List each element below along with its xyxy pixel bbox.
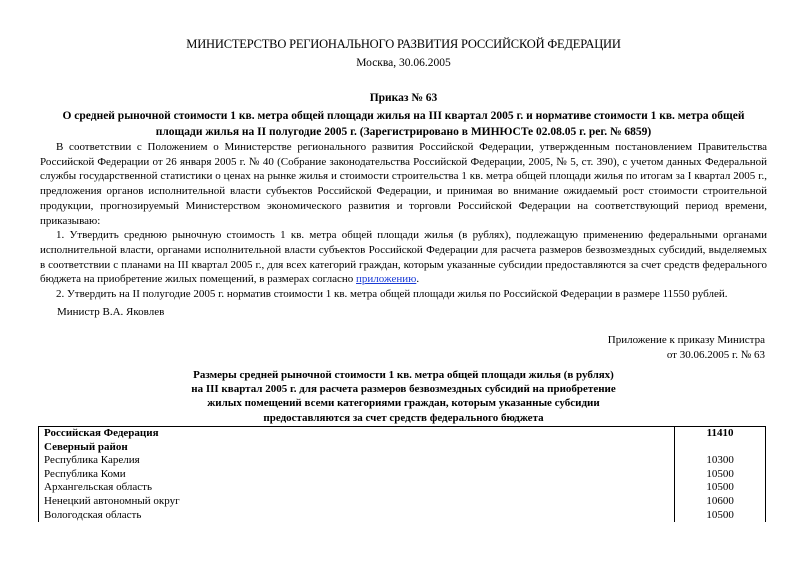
ministry-header: МИНИСТЕРСТВО РЕГИОНАЛЬНОГО РАЗВИТИЯ РОССИЙСКОЙ ФЕДЕРАЦИИ [186,37,621,51]
appendix-line-1: Приложение к приказу Министра [607,334,765,346]
order-title: О средней рыночной стоимости 1 кв. метра общей площади жилья на III квартал 2005 г. и нормативе стоимости 1 кв. метра общей площади жилья на II полугодие 2005 г. (Зарегистрировано в МИНЮСТе 02.08.05 г. рег. № 6859) [62,110,745,138]
appendix-reference [608,333,765,363]
item-1-paragraph [40,228,767,287]
region-name: Северный район [39,441,675,455]
table-row [39,427,766,441]
region-price: 10300 [675,454,766,468]
table-row [39,495,766,509]
table-row [39,454,766,468]
region-price: 10500 [675,468,766,482]
item-1-text: 1. Утвердить среднюю рыночную стоимость 1 кв. метра общей площади жилья (в рублях), подлежащую применению федеральными органами исполнительной власти, органами исполнительной власти субъектов Российской Федерации для расчета размеров безвозмездных субсидий, выделяемых в соответствии с планами на III квартал 2005 г., для всех категорий граждан, которым указанные субсидии предоставляются за счет средств федерального бюджета на приобретение жилых помещений, в размерах согласно [40,229,767,286]
table-title [120,368,687,425]
region-price: 10600 [675,495,766,509]
minister-signature: Министр В.А. Яковлев [57,306,165,318]
item-1-end: . [416,273,420,286]
table-row [39,441,766,455]
region-price: 10500 [675,509,766,523]
table-title-line: жилых помещений всеми категориями граждан, которым указанные субсидии [207,397,600,410]
region-name: Архангельская область [39,481,675,495]
region-price: 11410 [675,427,766,441]
table-title-line: Размеры средней рыночной стоимости 1 кв. метра общей площади жилья (в рублях) [193,369,614,381]
preamble-paragraph: В соответствии с Положением о Министерстве регионального развития Российской Федерации, утвержденным постановлением Правительства Российской Федерации от 26 января 2005 г. № 40 (Собрание законодательства Российской Федерации, 2005, № 5, ст. 390), с учетом данных Федеральной службы государственной статистики о ценах на рынке жилья и стоимости строительства 1 кв. метра общей площади жилья по итогам за I квартал 2005 г., предложения органов исполнительной власти субъектов Российской Федерации, и принимая во внимание ожидаемый рост стоимости строительной продукции, прогнозируемый Министерством экономического развития и торговли Российской Федерации на соответствующий период времени, приказываю: [40,141,767,227]
region-name: Ненецкий автономный округ [39,495,675,509]
appendix-link[interactable]: приложению [356,273,417,286]
region-price [675,441,766,455]
appendix-line-2: от 30.06.2005 г. № 63 [666,349,765,361]
region-name: Республика Коми [39,468,675,482]
place-date: Москва, 30.06.2005 [356,57,451,69]
table-row [39,468,766,482]
region-name: Вологодская область [39,509,675,523]
table-row [39,481,766,495]
order-body [40,140,767,302]
table-row [39,509,766,523]
item-2-paragraph: 2. Утвердить на II полугодие 2005 г. норматив стоимости 1 кв. метра общей площади жилья по Российской Федерации в размере 11550 рублей. [56,288,728,301]
region-name: Республика Карелия [39,454,675,468]
region-price: 10500 [675,481,766,495]
order-number: Приказ № 63 [369,92,438,104]
table-title-line: предоставляются за счет средств федерального бюджета [263,411,544,424]
table-title-line: на III квартал 2005 г. для расчета размеров безвозмездных субсидий на приобретение [191,383,616,396]
regions-price-table [38,426,766,522]
region-name: Российская Федерация [39,427,675,441]
